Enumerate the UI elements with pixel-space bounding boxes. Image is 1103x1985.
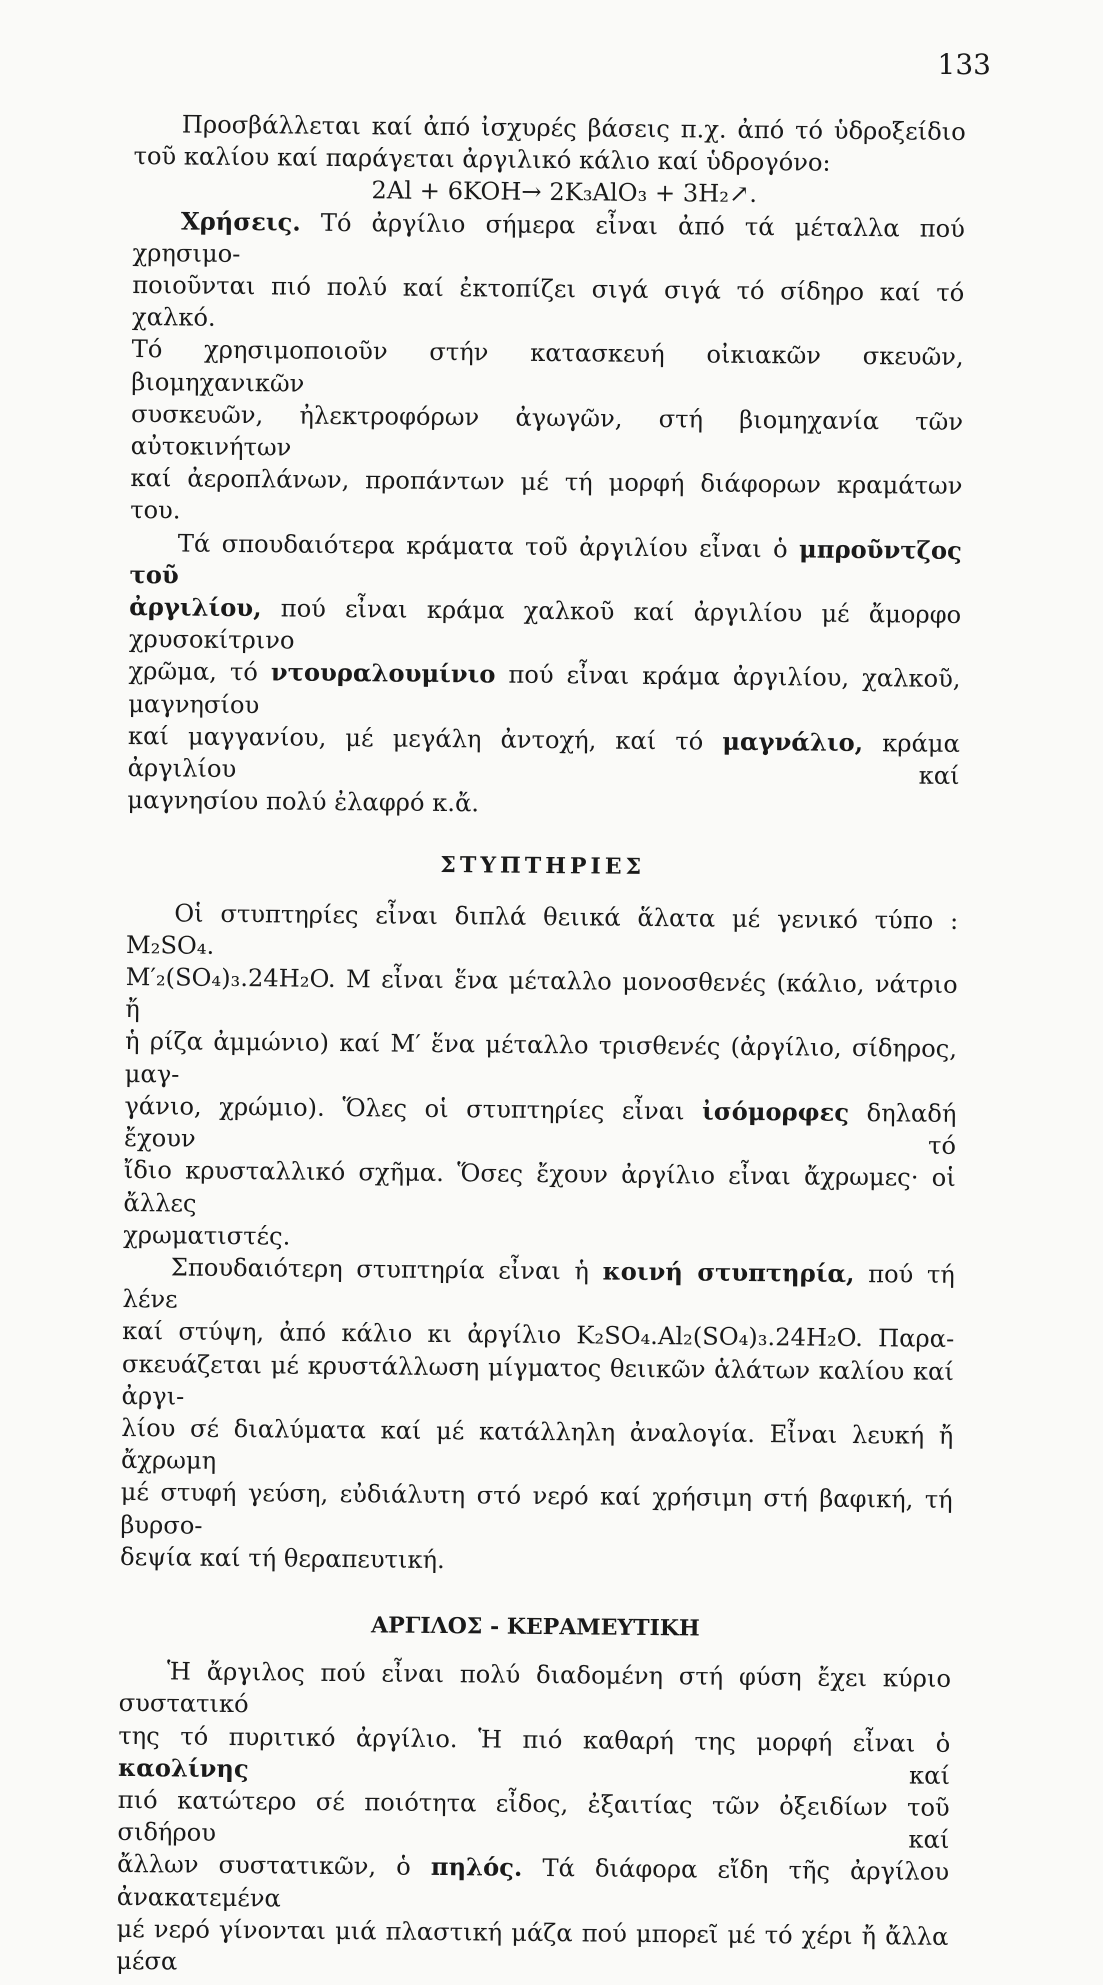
- para-line: τοῦ καλίου καί παράγεται ἀργιλικό κάλιο καί ὑδρογόνο:: [133, 142, 831, 177]
- alums-line: χρωματιστές.: [123, 1220, 291, 1251]
- section-heading-clay: ΑΡΓΙΛΟΣ - ΚΕΡΑΜΕΥΤΙΚΗ: [370, 1612, 700, 1642]
- common-alum-line: καί στύψη, ἀπό κάλιο κι ἀργίλιο K₂SO₄.Al₂(SO₄)₃.24H₂O. Παρα-: [122, 1317, 955, 1354]
- uses-label: Χρήσεις.: [180, 206, 301, 237]
- common-alum-line: Σπουδαιότερη στυπτηρία εἶναι ἡ κοινή στυπτηρία, πού τή λένε: [122, 1253, 955, 1314]
- clay-line: Ἡ ἄργιλος πού εἶναι πολύ διαδομένη στή φύση ἔχει κύριο συστατικό: [118, 1657, 952, 1719]
- alums-line: ἡ ρίζα ἀμμώνιο) καί M′ ἕνα μέταλλο τρισθενές (ἀργίλιο, σίδηρος, μαγ-: [124, 1027, 958, 1089]
- common-alum-line: δεψία καί τή θεραπευτική.: [119, 1542, 445, 1574]
- uses-line: καί ἀεροπλάνων, προπάντων μέ τή μορφή διάφορων κραμάτων του.: [130, 464, 963, 525]
- page-body: [116, 108, 966, 1985]
- page-number: 133: [937, 48, 991, 81]
- common-alum-line: μέ στυφή γεύση, εὐδιάλυτη στό νερό καί χρήσιμη στή βαφική, τή βυρσο-: [120, 1478, 953, 1540]
- clay-line: μέ νερό γίνονται μιά πλαστική μάζα πού μπορεῖ μέ τό χέρι ἤ ἄλλα μέσα: [116, 1914, 949, 1976]
- clay-line: ἄλλων συστατικῶν, ὁ πηλός. Τά διάφορα εἴδη τῆς ἀργίλου ἀνακατεμένα: [116, 1850, 950, 1913]
- section-heading-alums: ΣΤΥΠΤΗΡΙΕΣ: [440, 852, 646, 881]
- equation: 2Al + 6KOH→ 2K₃AlO₃ + 3H₂↗.: [371, 176, 758, 209]
- alums-line: γάνιο, χρώμιο). Ὅλες οἱ στυπτηρίες εἶναι ἰσόμορφες δηλαδή ἔχουν τό: [123, 1091, 957, 1161]
- common-alum-line: σκευάζεται μέ κρυστάλλωση μίγματος θειικῶν ἁλάτων καλίου καί ἀργι-: [121, 1349, 955, 1411]
- uses-line: συσκευῶν, ἠλεκτροφόρων ἀγωγῶν, στή βιομηχανία τῶν αὐτοκινήτων: [130, 399, 964, 462]
- uses-line: Τό χρησιμοποιοῦν στήν κατασκευή οἰκιακῶν σκευῶν, βιομηχανικῶν: [131, 335, 964, 398]
- clay-line: πιό κατώτερο σέ ποιότητα εἶδος, ἐξαιτίας τῶν ὀξειδίων τοῦ σιδήρου καί: [117, 1785, 950, 1855]
- clay-line: της τό πυριτικό ἀργίλιο. Ἡ πιό καθαρή της μορφή εἶναι ὁ καολίνης καί: [117, 1721, 951, 1790]
- alloys-line: μαγνησίου πολύ ἐλαφρό κ.ἄ.: [127, 786, 480, 818]
- alloys-line: Τά σπουδαιότερα κράματα τοῦ ἀργιλίου εἶναι ὁ μπροῦντζος τοῦ: [129, 529, 962, 590]
- uses-line: Χρήσεις. Τό ἀργίλιο σήμερα εἶναι ἀπό τά μέταλλα πού χρησιμο-: [132, 206, 966, 268]
- alloys-line: ἀργιλίου, πού εἶναι κράμα χαλκοῦ καί ἀργιλίου μέ ἄμορφο χρυσοκίτρινο: [128, 592, 962, 655]
- para-line: Προσβάλλεται καί ἀπό ἰσχυρές βάσεις π.χ. ἀπό τό ὑδροξείδιο: [181, 110, 966, 146]
- uses-line: ποιοῦνται πιό πολύ καί ἐκτοπίζει σιγά σιγά τό σίδηρο καί τό χαλκό.: [131, 271, 965, 333]
- alums-line: ἴδιο κρυσταλλικό σχῆμα. Ὅσες ἔχουν ἀργίλιο εἶναι ἄχρωμες· οἱ ἄλλες: [123, 1156, 956, 1218]
- alloys-line: καί μαγγανίου, μέ μεγάλη ἀντοχή, καί τό μαγνάλιο, κράμα ἀργιλίου καί: [127, 721, 961, 791]
- alloys-line: χρῶμα, τό ντουραλουμίνιο πού εἶναι κράμα ἀργιλίου, χαλκοῦ, μαγνησίου: [128, 657, 961, 719]
- alums-line: M′₂(SO₄)₃.24H₂O. M εἶναι ἕνα μέταλλο μονοσθενές (κάλιο, νάτριο ἤ: [125, 963, 958, 1024]
- common-alum-line: λίου σέ διαλύματα καί μέ κατάλληλη ἀναλογία. Εἶναι λευκή ἤ ἄχρωμη: [120, 1413, 954, 1475]
- alums-line: Οἱ στυπτηρίες εἶναι διπλά θειικά ἅλατα μέ γενικό τύπο : M₂SO₄.: [125, 899, 959, 960]
